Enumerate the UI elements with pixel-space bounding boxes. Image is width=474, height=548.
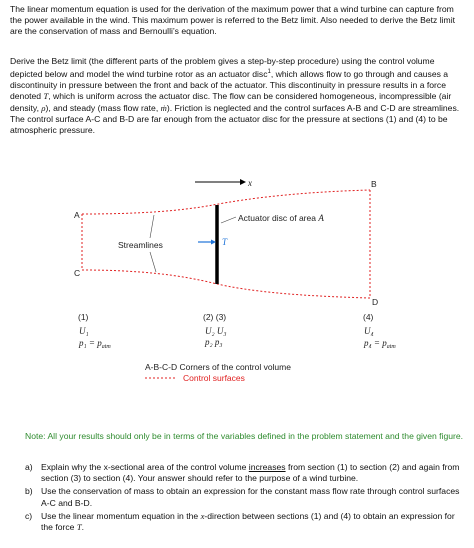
p2-text-c: , which is uniform across the actuator disc. The flow can be considered homogeneous, incompressible (air density, (10, 91, 452, 113)
question-c: c) Use the linear momentum equation in the x-direction between sections (1) and (4) to obtain an expression for the force T. (25, 510, 455, 533)
pressure-p1: $p_1 = p_{atm}$ (79, 338, 111, 350)
velocity-U1: U₁ (79, 326, 89, 336)
footnote-mark: 1 (267, 69, 271, 76)
section-4-label: (4) (363, 312, 374, 322)
symbol-T: T (43, 91, 49, 102)
velocity-U4: U₄ (364, 326, 374, 336)
section-23-label: (2) (3) (203, 312, 227, 322)
streamline-leader-top (150, 215, 154, 238)
control-surface-C-D (82, 270, 370, 298)
thrust-label: T (222, 237, 228, 247)
symbol-x: x (200, 510, 205, 521)
p2-text-a: Derive the Betz limit (the different parts of the problem gives a step-by-step procedure) using the control volume depicted below and model the wind turbine rotor as an actuator disc (10, 56, 435, 80)
corner-A: A (74, 210, 80, 220)
question-b-letter: b) (25, 486, 33, 497)
underlined-increases: increases (248, 462, 286, 472)
corner-D: D (372, 297, 379, 307)
legend-surfaces: Control surfaces (183, 373, 245, 383)
pressure-p2-p3: p₂ p₃ (205, 337, 223, 347)
pressure-p4: $p_4 = p_{atm}$ (364, 338, 396, 350)
question-b: b) Use the conservation of mass to obtain an expression for the constant mass flow rate through control surfaces A-C and B-D. (25, 486, 460, 508)
symbol-rho: ρ (41, 102, 46, 113)
note: Note: All your results should only be in terms of the variables defined in the problem statement and the given figure. (25, 431, 464, 441)
disc-label-leader (221, 217, 236, 223)
question-a-letter: a) (25, 462, 33, 472)
disc-label: Actuator disc of area A (238, 213, 324, 223)
question-c-letter: c) (25, 510, 33, 521)
question-a: a) Explain why the x-sectional area of the control volume increases from section (1) to section (2) and again from section (3) to section (4). Your answer should refer to the purpose of a wind turbine. (25, 462, 460, 484)
legend-corners: A-B-C-D Corners of the control volume (145, 362, 291, 372)
corner-B: B (371, 179, 377, 189)
streamlines-label: Streamlines (118, 240, 163, 250)
corner-C: C (74, 268, 81, 278)
p2-text-e: ). Friction is neglected and the control surfaces A-B and C-D are streamlines. The control surface A-C and B-D are far enough from the actuator disc for the pressure at sections (1) and (4) to be atmospheric pressure. (10, 102, 460, 136)
section-1-label: (1) (78, 312, 89, 322)
x-arrowhead (240, 179, 246, 185)
question-list (25, 462, 465, 535)
velocity-U2-U3: U₂ U₃ (205, 326, 227, 336)
x-label: x (248, 178, 252, 188)
symbol-mdot: ṁ (160, 102, 167, 113)
streamline-leader-bottom (150, 252, 156, 272)
symbol-T-question: T (76, 522, 82, 533)
p2-text-b: , which allows flow to go through and causes a discontinuity in pressure between the front and back of the actuator. This discontinuity in pressure results in a force denoted (10, 69, 449, 102)
control-surface-A-B (82, 190, 370, 214)
intro-paragraph-1: The linear momentum equation is used for the derivation of the maximum power that a wind turbine can capture from the power available in the wind. This maximum power is referred to the Betz limit. Also needed to derive the Betz limit are the conservation of mass and Bernoulli’s equation. (10, 4, 456, 37)
p2-text-d: ), and steady (mass flow rate, (45, 102, 161, 113)
